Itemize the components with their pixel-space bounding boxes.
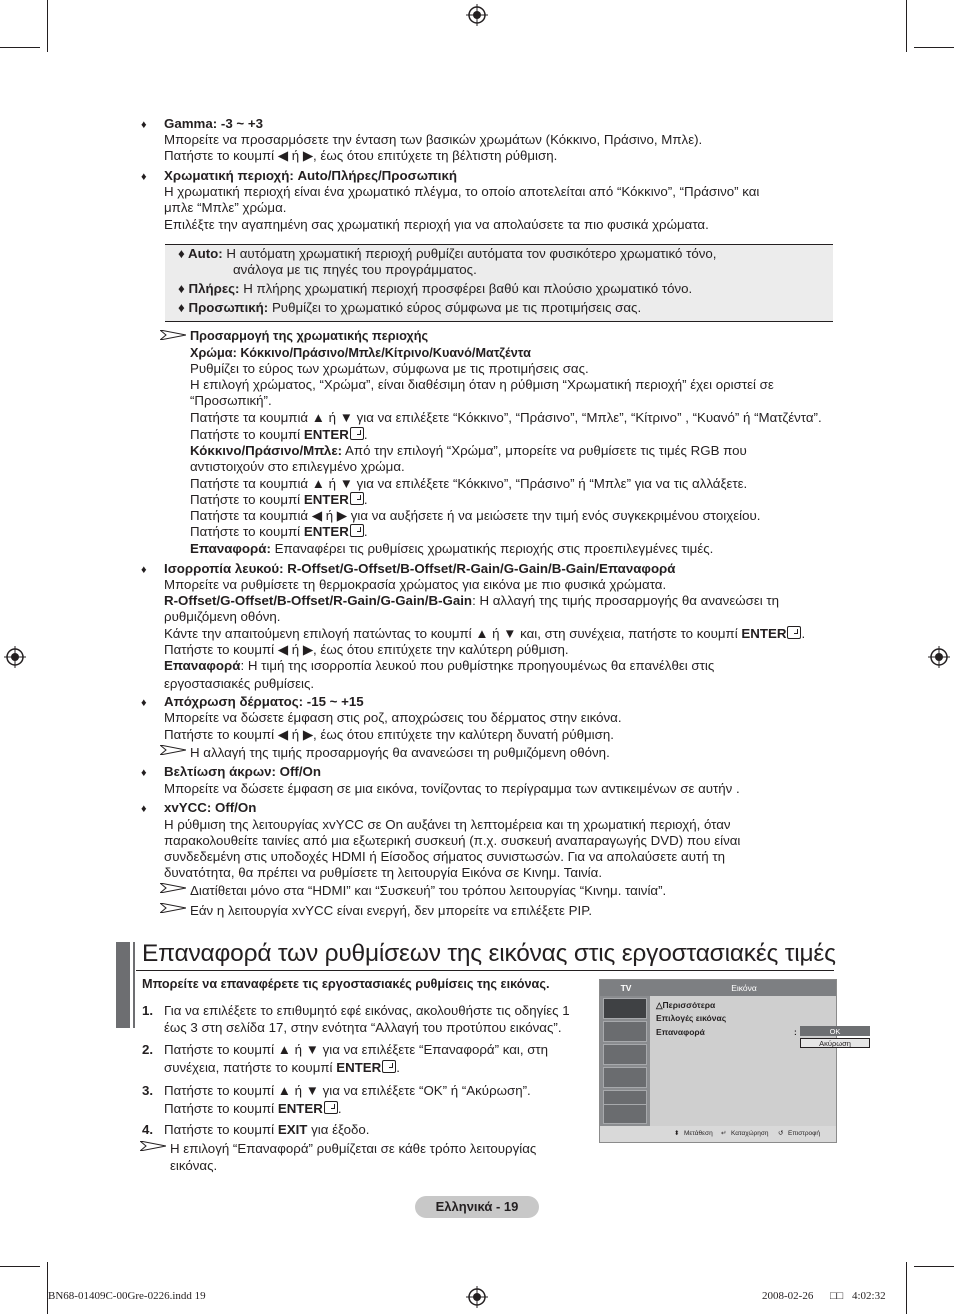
osd-content (650, 996, 851, 1126)
skin-line: Πατήστε το κουμπί ◀ ή ▶, έως ότου επιτύχετε την καλύτερη δυνατή ρύθμιση. (164, 727, 614, 742)
osd-colon: : (794, 1027, 797, 1037)
white-balance-line (164, 593, 779, 609)
full-option (178, 281, 692, 297)
reset-label: Επαναφορά (164, 658, 241, 673)
exit-tail: για έξοδο. (311, 1122, 370, 1137)
step-text: συνέχεια, πατήστε το κουμπί (164, 1060, 333, 1075)
enter-icon: ↵ (721, 1130, 727, 1137)
osd-nav-enter: Καταχώρηση (731, 1130, 769, 1137)
white-balance-instruction: Κάντε την απαιτούμενη επιλογή πατώντας το κουμπί ▲ ή ▼ και, στη συνέχεια, πατήστε το κουμπί (164, 626, 738, 641)
color-space-title: Χρωματική περιοχή: Auto/Πλήρες/Προσωπική (164, 168, 458, 183)
xvycc-note: Εάν η λειτουργία xvYCC είναι ενεργή, δεν μπορείτε να επιλέξετε PIP. (190, 903, 593, 918)
reset-note: εικόνας. (170, 1158, 218, 1173)
skin-line: Μπορείτε να δώσετε έμφαση στις ροζ, αποχρώσεις του δέρματος στην εικόνα. (164, 710, 622, 725)
page-number: Ελληνικά - 19 (415, 1196, 539, 1218)
step-text: Πατήστε το κουμπί (164, 1101, 275, 1116)
osd-more: △Περισσότερα (656, 1000, 716, 1010)
osd-menu-screenshot (599, 979, 851, 1143)
step-line: Για να επιλέξετε το επιθυμητό εφέ εικόνας, ακολουθήστε τις οδηγίες 1 (164, 1003, 570, 1018)
white-balance-line: ρυθμιζόμενη οθόνη. (164, 609, 281, 624)
crop-mark (47, 1262, 48, 1314)
white-balance-line (164, 658, 714, 674)
osd-ok-option[interactable]: OK (800, 1026, 870, 1036)
osd-cancel-option[interactable]: Ακύρωση (800, 1038, 870, 1048)
bullet-diamond-icon: ♦ (141, 171, 147, 183)
osd-sidebar (600, 996, 650, 1126)
enter-text: ENTER (303, 492, 349, 507)
bullet-diamond-icon: ♦ (141, 767, 147, 779)
rgb-text: Από την επιλογή “Χρώμα”, μπορείτε να ρυθμίσετε τις τιμές RGB που (345, 443, 747, 458)
adjust-line: Πατήστε τα κουμπιά ▲ ή ▼ για να επιλέξετε “Κόκκινο”, “Πράσινο” ή “Μπλε” για να τις αλλάξετε. (190, 476, 748, 491)
crop-mark (914, 47, 954, 48)
footer-time: 4:02:32 (852, 1290, 886, 1302)
white-balance-line: εργοστασιακές ρυθμίσεις. (164, 676, 315, 691)
custom-text: Ρυθμίζει το χρωματικό εύρος σύμφωνα με τις προτιμήσεις σας. (271, 300, 642, 315)
auto-option (178, 246, 716, 262)
press-text: Πατήστε το κουμπί (190, 492, 301, 507)
step-line: Πατήστε το κουμπί ▲ ή ▼ για να επιλέξετε “Επαναφορά” και, στη (164, 1042, 549, 1057)
crop-mark (906, 1262, 907, 1314)
bullet-diamond-icon: ♦ (141, 803, 147, 815)
rgb-label: Κόκκινο/Πράσινο/Μπλε: (190, 443, 343, 458)
registration-mark-icon (928, 646, 950, 668)
heading-bar (133, 942, 135, 1028)
osd-menu-title: Εικόνα (731, 983, 757, 993)
custom-option (178, 300, 641, 316)
xvycc-line: συνδεδεμένη στις υποδοχές HDMI ή Είσοδος σήματος συνιστωσών. Για να απολαύσετε αυτή τη (164, 849, 725, 864)
heading-underline (136, 970, 834, 971)
adjust-enter-line: Πατήστε το κουμπί ENTER . (190, 427, 368, 442)
reset-text: : Η τιμή της ισορροπία λευκού που ρυθμίστηκε προηγουμένως θα επανέλθει στις (240, 658, 715, 673)
step-number: 1. (142, 1003, 154, 1018)
xvycc-title: xvYCC: Off/On (164, 800, 257, 815)
white-balance-line: Κάντε την απαιτούμενη επιλογή πατώντας το κουμπί ▲ ή ▼ και, στη συνέχεια, πατήστε το κουμπί ENTER . (164, 626, 806, 641)
note-arrow-icon (140, 1141, 166, 1151)
white-balance-line: Μπορείτε να ρυθμίσετε τη θερμοκρασία χρώματος για εικόνα με πιο φυσικά χρώματα. (164, 577, 667, 592)
rgb-line-cont: αντιστοιχούν στο επιλεγμένο χρώμα. (190, 459, 405, 474)
xvycc-note: Διατίθεται μόνο στα “HDMI” και “Συσκευή” του τρόπου λειτουργίας “Κινημ. ταινία”. (190, 883, 667, 898)
enter-text: ENTER (303, 524, 349, 539)
crop-mark (906, 0, 907, 52)
step-number: 2. (142, 1042, 154, 1057)
note-arrow-icon (160, 903, 186, 913)
footer-boxes: □□ (830, 1290, 844, 1302)
gamma-line: Μπορείτε να προσαρμόσετε την ένταση των βασικών χρωμάτων (Κόκκινο, Πράσινο, Μπλε). (164, 132, 703, 147)
adjust-title: Προσαρμογή της χρωματικής περιοχής (190, 329, 429, 343)
press-text: Πατήστε το κουμπί (190, 427, 301, 442)
exit-text: EXIT (277, 1122, 308, 1137)
xvycc-line: δυνατότητα, θα πρέπει να ρυθμίσετε τη λειτουργία Εικόνα σε Κινημ. Ταινία. (164, 865, 603, 880)
osd-reset: Επαναφορά (656, 1027, 705, 1037)
bullet-diamond-icon: ♦ (141, 119, 147, 131)
custom-label: ♦ Προσωπική: (178, 300, 269, 315)
offset-gain-text: : Η αλλαγή της τιμής προσαρμογής θα ανανεώσει τη (472, 593, 780, 608)
setup-menu-icon (603, 1067, 647, 1088)
crop-mark (0, 1266, 40, 1267)
note-arrow-icon (160, 883, 186, 893)
offset-gain-label: R-Offset/G-Offset/B-Offset/R-Gain/G-Gain/B-Gain (164, 593, 473, 608)
note-arrow-icon (160, 330, 186, 340)
enter-icon (787, 626, 801, 639)
adjust-line: Ρυθμίζει το εύρος των χρωμάτων, σύμφωνα με τις προτιμήσεις σας. (190, 361, 589, 376)
footer-date: 2008-02-26 (762, 1290, 814, 1302)
step-line: Πατήστε το κουμπί ENTER . (164, 1101, 342, 1116)
crop-mark (914, 1266, 954, 1267)
step-line: συνέχεια, πατήστε το κουμπί ENTER . (164, 1060, 400, 1075)
enter-text: ENTER (336, 1060, 382, 1075)
enter-icon (350, 492, 364, 505)
reset-label: Επαναφορά: (190, 541, 271, 556)
white-balance-line: Πατήστε το κουμπί ◀ ή ▶, έως ότου επιτύχετε την καλύτερη ρύθμιση. (164, 642, 569, 657)
support-menu-icon (603, 1104, 647, 1124)
auto-text-cont: ανάλογα με τις πηγές του προγράμματος. (233, 262, 477, 277)
xvycc-line: Η ρύθμιση της λειτουργίας xvYCC σε On αυξάνει τη λεπτομέρεια και τη χρωματική περιοχή, όταν (164, 817, 731, 832)
heading-bar (116, 942, 130, 1028)
return-icon: ↺ (778, 1130, 784, 1137)
full-label: ♦ Πλήρες: (178, 281, 240, 296)
osd-tv-label: TV (620, 983, 632, 993)
xvycc-line: παρακολουθείτε ταινίες από μια εξωτερική συσκευή (π.χ. συσκευή αναπαραγωγής DVD) που είναι (164, 833, 741, 848)
adjust-line: Η επιλογή χρώματος, “Χρώμα”, είναι διαθέσιμη όταν η ρύθμιση “Χρωματική περιοχή” έχει οριστεί σε (190, 377, 774, 392)
rgb-line (190, 443, 747, 459)
enter-text: ENTER (303, 427, 349, 442)
press-text: Πατήστε το κουμπί (190, 524, 301, 539)
step-line (164, 1122, 370, 1138)
section-subtitle: Μπορείτε να επαναφέρετε τις εργοστασιακές ρυθμίσεις της εικόνας. (142, 977, 550, 991)
step-number: 4. (142, 1122, 154, 1137)
step-line: Πατήστε το κουμπί ▲ ή ▼ για να επιλέξετε “OK” ή “Ακύρωση”. (164, 1083, 531, 1098)
move-icon: ⬍ (674, 1130, 680, 1137)
skin-note: Η αλλαγή της τιμής προσαρμογής θα ανανεώσει τη ρυθμιζόμενη οθόνη. (190, 745, 610, 760)
adjust-enter-line: Πατήστε το κουμπί ENTER . (190, 492, 368, 507)
crop-mark (47, 0, 48, 52)
step-text: Πατήστε το κουμπί (164, 1122, 275, 1137)
enter-icon (382, 1060, 396, 1073)
reset-note: Η επιλογή “Επαναφορά” ρυθμίζεται σε κάθε τρόπο λειτουργίας (170, 1141, 537, 1156)
step-number: 3. (142, 1083, 154, 1098)
note-arrow-icon (160, 745, 186, 755)
gamma-title: Gamma: -3 ~ +3 (164, 116, 264, 131)
adjust-reset-line (190, 541, 713, 557)
auto-label: ♦ Auto: (178, 246, 223, 261)
enter-text: ENTER (277, 1101, 323, 1116)
edge-line: Μπορείτε να δώσετε έμφαση σε μια εικόνα, τονίζοντας το περίγραμμα των αντικειμένων σε αυτήν . (164, 781, 740, 796)
enter-icon (350, 524, 364, 537)
crop-mark (0, 47, 40, 48)
bullet-diamond-icon: ♦ (141, 564, 147, 576)
enter-icon (350, 427, 364, 440)
channel-menu-icon (603, 1044, 647, 1065)
color-space-line: Επιλέξτε την αγαπημένη σας χρωματική περιοχή για να απολαύσετε τα πιο φυσικά χρώματα. (164, 217, 709, 232)
enter-text: ENTER (741, 626, 787, 641)
bullet-diamond-icon: ♦ (141, 697, 147, 709)
step-line: έως 3 στη σελίδα 17, στην ενότητα “Αλλαγή του προτύπου εικόνας”. (164, 1020, 562, 1035)
auto-text: Η αυτόματη χρωματική περιοχή ρυθμίζει αυτόματα τον φυσικότερο χρωματικό τόνο, (226, 246, 717, 261)
white-balance-title: Ισορροπία λευκού: R-Offset/G-Offset/B-Offset/R-Gain/G-Gain/B-Gain/Επαναφορά (164, 561, 676, 576)
adjust-enter-line: Πατήστε το κουμπί ENTER . (190, 524, 368, 539)
osd-nav-move: Μετάθεση (684, 1130, 713, 1137)
section-heading: Επαναφορά των ρυθμίσεων της εικόνας στις εργοστασιακές τιμές (142, 940, 836, 967)
color-space-line: μπλε “Μπλε” χρώμα. (164, 200, 287, 215)
reset-text: Επαναφέρει τις ρυθμίσεις χρωματικής περιοχής στις προεπιλεγμένες τιμές. (274, 541, 714, 556)
registration-mark-icon (466, 4, 488, 26)
osd-options: Επιλογές εικόνας (656, 1013, 727, 1023)
full-text: Η πλήρης χρωματική περιοχή προσφέρει βαθύ και πλούσιο χρωματικό τόνο. (243, 281, 693, 296)
osd-nav-return: Επιστροφή (788, 1130, 820, 1137)
picture-menu-icon (603, 998, 647, 1019)
enter-icon (324, 1101, 338, 1114)
registration-mark-icon (466, 1286, 488, 1308)
registration-mark-icon (4, 646, 26, 668)
adjust-line: Πατήστε τα κουμπιά ◀ ή ▶ για να αυξήσετε ή να μειώσετε την τιμή ενός συγκεκριμένου στοιχείου. (190, 508, 761, 523)
footer-file: BN68-01409C-00Gre-0226.indd 19 (48, 1290, 206, 1302)
color-space-line: Η χρωματική περιοχή είναι ένα χρωματικό πλέγμα, το οποίο αποτελείται από “Κόκκινο”, “Πράσινο” και (164, 184, 760, 199)
skin-title: Απόχρωση δέρματος: -15 ~ +15 (164, 694, 364, 709)
adjust-color-title: Χρώμα: Κόκκινο/Πράσινο/Μπλε/Κίτρινο/Κυανό/Ματζέντα (190, 346, 531, 360)
osd-nav-bar (600, 1126, 836, 1142)
sound-menu-icon (603, 1021, 647, 1042)
gamma-line: Πατήστε το κουμπί ◀ ή ▶, έως ότου επιτύχετε τη βέλτιστη ρύθμιση. (164, 148, 558, 163)
adjust-line: Πατήστε τα κουμπιά ▲ ή ▼ για να επιλέξετε “Κόκκινο”, “Πράσινο”, “Μπλε”, “Κίτρινο” , “Κυανό” ή “Ματζέντα”. (190, 410, 822, 425)
adjust-line: “Προσωπική”. (190, 393, 272, 408)
edge-title: Βελτίωση άκρων: Off/On (164, 764, 322, 779)
